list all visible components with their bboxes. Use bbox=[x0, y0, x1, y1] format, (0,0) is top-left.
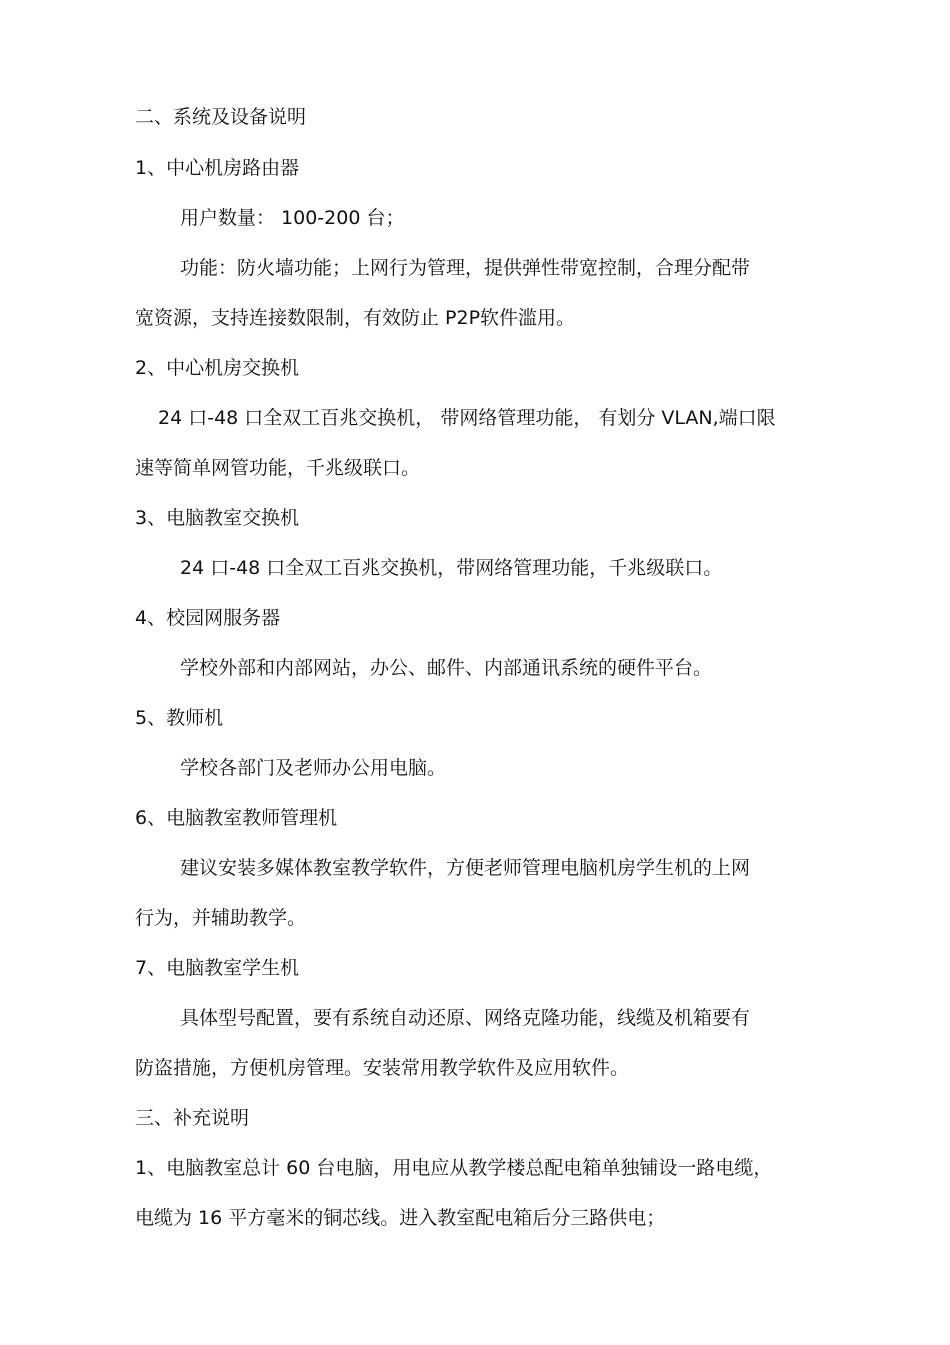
paragraph-lab-student-pc-cont: 防盗措施，方便机房管理。安装常用教学软件及应用软件。 bbox=[135, 1057, 630, 1079]
paragraph-router-function-cont: 宽资源，支持连接数限制，有效防止 P2P软件滥用。 bbox=[135, 307, 576, 329]
section-heading-system-equipment: 二、系统及设备说明 bbox=[135, 106, 307, 128]
item-heading-center-router: 1、中心机房路由器 bbox=[135, 157, 300, 179]
item-heading-lab-student-pc: 7、电脑教室学生机 bbox=[135, 957, 300, 979]
paragraph-teacher-pc: 学校各部门及老师办公用电脑。 bbox=[180, 757, 447, 779]
paragraph-lab-switch: 24 口-48 口全双工百兆交换机，带网络管理功能，千兆级联口。 bbox=[180, 557, 723, 579]
paragraph-lab-student-pc: 具体型号配置，要有系统自动还原、网络克隆功能，线缆及机箱要有 bbox=[180, 1007, 751, 1029]
item-heading-lab-teacher-pc: 6、电脑教室教师管理机 bbox=[135, 807, 338, 829]
section-heading-supplement: 三、补充说明 bbox=[135, 1107, 250, 1129]
paragraph-router-function: 功能：防火墙功能；上网行为管理，提供弹性带宽控制，合理分配带 bbox=[180, 257, 751, 279]
paragraph-center-switch: 24 口-48 口全双工百兆交换机， 带网络管理功能， 有划分 VLAN,端口限 bbox=[158, 407, 776, 429]
paragraph-power-supply-cont: 电缆为 16 平方毫米的铜芯线。进入教室配电箱后分三路供电； bbox=[135, 1207, 666, 1229]
item-heading-lab-switch: 3、电脑教室交换机 bbox=[135, 507, 300, 529]
paragraph-campus-server: 学校外部和内部网站，办公、邮件、内部通讯系统的硬件平台。 bbox=[180, 657, 713, 679]
item-heading-teacher-pc: 5、教师机 bbox=[135, 707, 224, 729]
paragraph-lab-teacher-pc-cont: 行为，并辅助教学。 bbox=[135, 907, 307, 929]
item-heading-campus-server: 4、校园网服务器 bbox=[135, 607, 281, 629]
item-heading-center-switch: 2、中心机房交换机 bbox=[135, 357, 300, 379]
paragraph-lab-teacher-pc: 建议安装多媒体教室教学软件，方便老师管理电脑机房学生机的上网 bbox=[180, 857, 751, 879]
paragraph-power-supply: 1、电脑教室总计 60 台电脑，用电应从教学楼总配电箱单独铺设一路电缆， bbox=[135, 1157, 773, 1179]
paragraph-center-switch-cont: 速等简单网管功能，千兆级联口。 bbox=[135, 457, 421, 479]
paragraph-user-count: 用户数量： 100-200 台； bbox=[180, 207, 405, 229]
